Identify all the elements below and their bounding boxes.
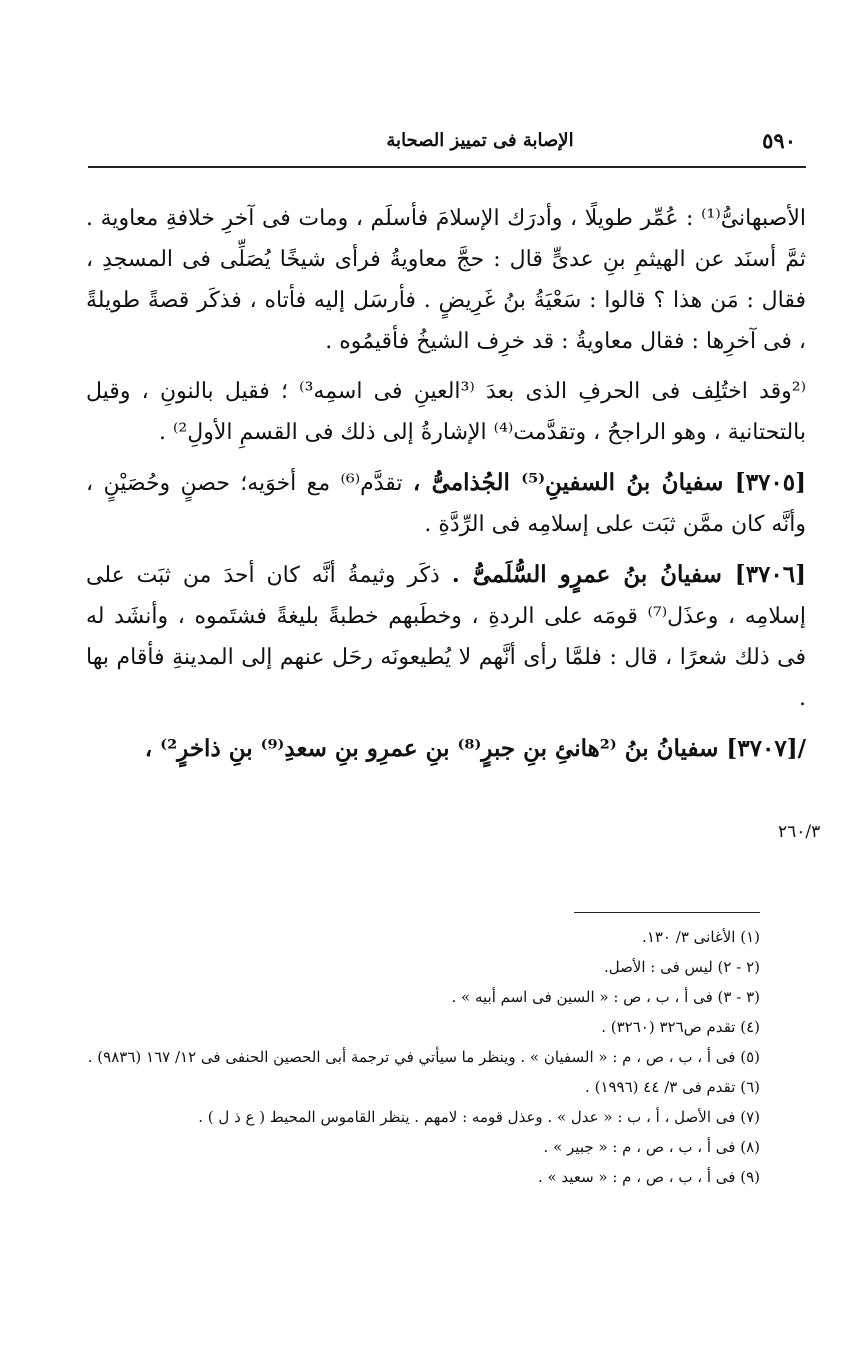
footnote: (٥) فى أ ، ب ، ص ، م : « السفيان » . وينظر ما سيأتي في ترجمة أبى الحصين الحنفى فى ١٢/ ١٦٧ (٩٨٣٦) .: [87, 1048, 760, 1066]
running-title: الإصابة فى تمييز الصحابة: [386, 130, 574, 151]
page-number: ٥٩٠: [762, 128, 796, 153]
footnote-rule: [574, 912, 760, 913]
paragraph-2: [86, 371, 806, 453]
body-text: [86, 198, 806, 770]
entry-3706: [86, 554, 806, 719]
footnote: (٩) فى أ ، ب ، ص ، م : « سعيد » .: [537, 1168, 760, 1186]
footnote: (٢ - ٢) ليس فى : الأصل.: [603, 958, 760, 976]
margin-reference: ٢٦٠/٣: [778, 822, 821, 842]
footnote: (١) الأغانى ٣/ ١٣٠.: [642, 928, 760, 946]
header-rule: [88, 166, 806, 168]
text-line: معاوية . ثمَّ أسنَد عن الهيثمِ بنِ عدىٍّ قال : حجَّ معاويةُ فرأى شيخًا يُصَلِّى فى: [86, 206, 806, 272]
entry-heading: [٣٧٠٦] سفيانُ بنُ عمرٍو السُّلَمىُّ .: [451, 561, 806, 588]
entry-3707: [86, 728, 806, 770]
entry-text: تقدَّم⁽⁶⁾ مع أخوَيه؛ حصنٍ وحُصَيْنٍ ، وأنَّه كان ممَّن ثبَت على إسلامِه فى الرِّدَّةِ .: [86, 471, 806, 537]
text-line: المسجدِ ، فقال : مَن هذا ؟ قالوا : سَعْيَةُ بنُ غَرِيضٍ . فأرسَل إليه فأتاه ، فذكَر: [86, 247, 807, 313]
footnote: (٣ - ٣) فى أ ، ب ، ص : « السين فى اسم أبيه » .: [451, 988, 760, 1006]
text-line: ⁽²وقد اختُلِف فى الحرفِ الذى بعدَ ⁽³العينِ فى اسمِه³⁾ ؛ فقيل بالنونِ ،: [141, 379, 807, 404]
footnote: (٦) تقدم فى ٣/ ٤٤ (١٩٩٦) .: [585, 1078, 760, 1096]
paragraph-1: [86, 198, 806, 362]
footnotes: [70, 922, 760, 1192]
text-line: الأصبهانىُّ⁽¹⁾ : عُمِّر طويلًا ، وأدرَك الإسلامَ فأسلَم ، ومات فى آخرِ خلافةِ: [165, 206, 806, 231]
entry-3705: [86, 462, 806, 545]
entry-heading: /[٣٧٠٧] سفيانُ بنُ ⁽²هانئِ بنِ جبرٍ⁽⁸⁾ بنِ عمرِو بنِ سعدِ⁽⁹⁾ بنِ ذاخرٍ²⁾ ،: [144, 735, 806, 762]
footnote: (٧) فى الأصل ، أ ، ب : « عدل » . وعذل قومه : لامهم . ينظر القاموس المحيط ( ع ذ ل ) .: [198, 1108, 760, 1126]
entry-heading: [٣٧٠٥] سفيانُ بنُ السفينِ⁽⁵⁾ الجُذامىُّ ،: [412, 469, 806, 496]
page-header: [0, 128, 868, 168]
footnote: (٨) فى أ ، ب ، ص ، م : « جبير » .: [543, 1138, 760, 1156]
footnote: (٤) تقدم ص٣٢٦ (٣٢٦٠) .: [601, 1018, 760, 1036]
entry-text: ذكَر وثيمةُ أنَّه كان أحدَ من ثبَت على إسلامِه ، وعذَل⁽⁷⁾ قومَه على الردةِ ، وخطَبهم خطبةً بليغةً فشتَموه ، وأنشَد له فى ذلك شعرًا ، قال : فلمَّا رأى أنَّهم لا يُطيعونَه رحَل عنهم إلى المدينةِ فأقام بها .: [86, 563, 806, 711]
text-line: وقيل بالتحتانية ، وهو الراجحُ ، وتقدَّمت⁽⁴⁾ الإشارةُ إلى ذلك فى القسمِ الأولِ²⁾ .: [86, 379, 806, 445]
text-line: قصةً طويلةً ، فى آخرِها : فقال معاويةُ : قد خرِف الشيخُ فأقيمُوه .: [86, 288, 806, 354]
